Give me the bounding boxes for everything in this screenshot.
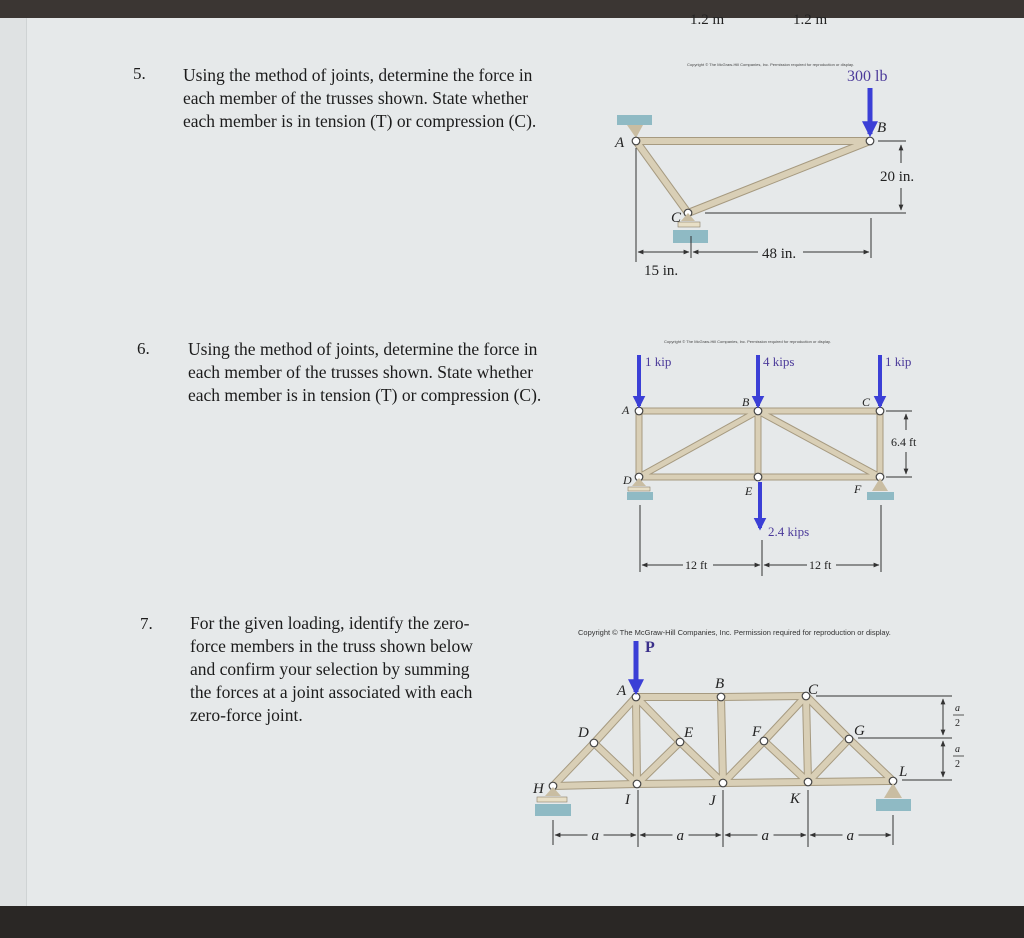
- load-label-e: 2.4 kips: [768, 524, 810, 539]
- joint-label-i: I: [625, 792, 630, 808]
- joint-label-a: A: [622, 403, 630, 417]
- dim-label-right: 12 ft: [809, 558, 832, 572]
- text-line: each member is in tension (T) or compression (C).: [188, 385, 542, 405]
- joint-label-e: E: [684, 725, 694, 741]
- joint-label-c: C: [671, 210, 682, 226]
- dim-fraction-upper: [953, 703, 964, 729]
- figure-7-truss: [532, 628, 964, 847]
- joint-C: [876, 407, 884, 415]
- problem-6-number: 6.: [137, 339, 150, 358]
- joint-label-b: B: [877, 120, 887, 136]
- member-DB-fill: [639, 411, 758, 477]
- member-CG-fill: [806, 696, 849, 739]
- member-FC-fill: [764, 696, 806, 741]
- joint-J: [719, 779, 727, 787]
- joint-E: [754, 473, 762, 481]
- member-FK-fill: [764, 741, 808, 782]
- member-BJ-fill: [721, 697, 723, 783]
- joint-label-b: B: [715, 676, 725, 692]
- text-line: each member of the trusses shown. State whether: [183, 88, 529, 108]
- joint-label-d: D: [578, 725, 589, 741]
- joint-label-k: K: [790, 791, 801, 807]
- joint-label-g: G: [854, 723, 865, 739]
- problem-7-number: 7.: [140, 614, 153, 633]
- member-KL-fill: [808, 781, 893, 782]
- member-GL-fill: [849, 739, 893, 781]
- text-line: For the given loading, identify the zero-: [190, 613, 470, 633]
- member-CB-fill: [688, 141, 870, 213]
- joint-label-c: C: [808, 682, 819, 698]
- member-BF-fill: [758, 411, 880, 477]
- text-line: each member is in tension (T) or compression (C).: [183, 111, 537, 131]
- dim-label-height: 6.4 ft: [891, 435, 917, 449]
- text-line: each member of the trusses shown. State whether: [188, 362, 534, 382]
- member-DA-fill: [594, 697, 636, 743]
- member-AE-fill: [636, 697, 680, 742]
- member-AI-fill: [636, 697, 637, 784]
- member-DI-fill: [594, 743, 637, 784]
- rollers-h: [537, 797, 567, 802]
- member-HI-fill: [553, 784, 637, 786]
- joint-A: [632, 137, 640, 145]
- joint-label-a: A: [617, 683, 627, 699]
- load-label-b: 4 kips: [763, 354, 795, 369]
- text-line: Using the method of joints, determine the force in: [183, 65, 533, 85]
- pin-support-a: [627, 125, 643, 138]
- member-EI-fill: [637, 742, 680, 784]
- cropped-dim-label: 1.2 m: [793, 12, 828, 28]
- member-AC-fill: [636, 141, 688, 213]
- joint-B: [717, 693, 725, 701]
- joint-label-b: B: [742, 395, 750, 409]
- dim-label-a: a: [591, 828, 599, 844]
- ground-f: [867, 492, 894, 500]
- rollers-d: [628, 487, 650, 491]
- joint-B: [866, 137, 874, 145]
- figure-6-truss: [621, 339, 917, 576]
- dim-label-left: 12 ft: [685, 558, 708, 572]
- figure-5-truss: [614, 62, 914, 279]
- joint-A: [632, 693, 640, 701]
- load-label-a: 1 kip: [645, 354, 672, 369]
- text-line: Using the method of joints, determine the force in: [188, 339, 538, 359]
- joint-label-d: D: [623, 473, 632, 487]
- joint-label-a: A: [615, 135, 625, 151]
- joint-label-f: F: [752, 724, 762, 740]
- joint-label-h: H: [533, 781, 544, 797]
- text-line: the forces at a joint associated with each: [190, 682, 473, 702]
- member-HD-fill: [553, 743, 594, 786]
- member-IJ-fill: [637, 783, 723, 784]
- dim-label-left: 15 in.: [644, 263, 679, 279]
- joint-K: [804, 778, 812, 786]
- joint-label-j: J: [709, 793, 716, 809]
- fraction-denominator: 2: [955, 718, 960, 729]
- fraction-numerator: a: [955, 703, 960, 714]
- member-CK-fill: [806, 696, 808, 782]
- dim-label-a: a: [676, 828, 684, 844]
- joint-label-f: F: [854, 482, 862, 496]
- member-JF-fill: [723, 741, 764, 783]
- load-label-c: 1 kip: [885, 354, 912, 369]
- load-label-b: 300 lb: [847, 68, 888, 85]
- copyright-notice: Copyright © The McGraw-Hill Companies, Inc. Permission required for reproduction or display.: [687, 62, 854, 67]
- joint-F: [760, 737, 768, 745]
- cropped-top-dimension: [690, 12, 828, 28]
- fraction-denominator: 2: [955, 759, 960, 770]
- joint-I: [633, 780, 641, 788]
- cropped-dim-label: 1.2 m: [690, 12, 725, 28]
- dim-label-span: 48 in.: [762, 246, 797, 262]
- ground-l: [876, 799, 911, 811]
- copyright-notice: Copyright © The McGraw-Hill Companies, Inc. Permission required for reproduction or display.: [578, 628, 891, 637]
- fixed-support-a: [617, 115, 652, 125]
- joint-label-c: C: [862, 395, 871, 409]
- text-line: zero-force joint.: [190, 705, 303, 725]
- dim-label-a: a: [846, 828, 854, 844]
- ground-d: [627, 492, 653, 500]
- joint-label-e: E: [745, 484, 753, 498]
- rollers-c: [678, 222, 700, 227]
- joint-D: [590, 739, 598, 747]
- pin-support-l: [884, 783, 902, 798]
- member-GK-fill: [808, 739, 849, 782]
- member-BC-fill: [721, 696, 806, 697]
- joint-G: [845, 735, 853, 743]
- member-EJ-fill: [680, 742, 723, 783]
- member-JK-fill: [723, 782, 808, 783]
- dim-fraction-lower: [953, 744, 964, 770]
- text-line: force members in the truss shown below: [190, 636, 473, 656]
- copyright-notice: Copyright © The McGraw-Hill Companies, Inc. Permission required for reproduction or display.: [664, 339, 831, 344]
- dim-label-a: a: [761, 828, 769, 844]
- ground-h: [535, 804, 571, 816]
- joint-E: [676, 738, 684, 746]
- fraction-numerator: a: [955, 744, 960, 755]
- dim-label-height: 20 in.: [880, 169, 915, 185]
- joint-B: [754, 407, 762, 415]
- load-label-p: P: [645, 639, 655, 656]
- joint-A: [635, 407, 643, 415]
- joint-label-l: L: [899, 764, 908, 780]
- text-line: and confirm your selection by summing: [190, 659, 470, 679]
- problem-5-number: 5.: [133, 64, 146, 83]
